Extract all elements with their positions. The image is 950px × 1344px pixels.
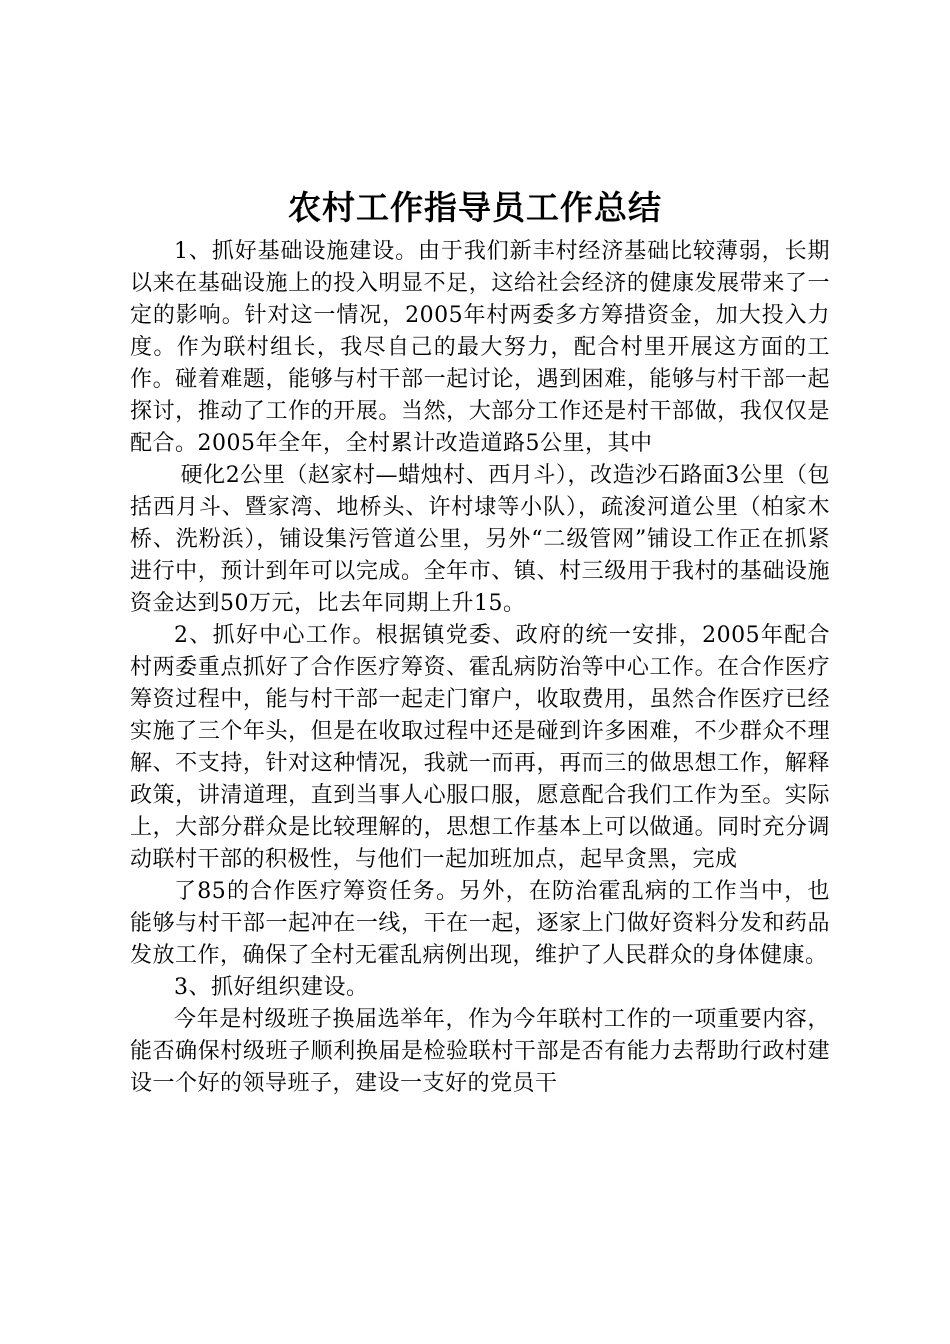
paragraph-road-hardening: 硬化2公里（赵家村—蜡烛村、西月斗），改造沙石路面3公里（包括西月斗、暨家湾、地桥头、许村埭等小队），疏浚河道公里（柏家木桥、洗粉浜），铺设集污管道公里，另外“二级管网”铺设工作正在抓紧进行中，预计到年可以完成。全年市、镇、村三级用于我村的基础设施资金达到50万元，比去年同期上升15。 — [130, 463, 830, 616]
paragraph-organization-heading: 3、抓好组织建设。 — [174, 975, 369, 1000]
paragraph-election: 今年是村级班子换届选举年，作为今年联村工作的一项重要内容，能否确保村级班子顺利换届是检验联村干部是否有能力去帮助行政村建设一个好的领导班子，建设一支好的党员干 — [130, 1007, 830, 1096]
paragraph-central-work: 2、抓好中心工作。根据镇党委、政府的统一安排，2005年配合村两委重点抓好了合作医疗筹资、霍乱病防治等中心工作。在合作医疗筹资过程中，能与村干部一起走门窜户，收取费用，虽然合作医疗已经实施了三个年头，但是在收取过程中还是碰到许多困难，不少群众不理解、不支持，针对这种情况，我就一而再，再而三的做思想工作，解释政策，讲清道理，直到当事人心服口服，愿意配合我们工作为至。实际上，大部分群众是比较理解的，思想工作基本上可以做通。同时充分调动联村干部的积极性，与他们一起加班加点，起早贪黑，完成 — [130, 623, 830, 872]
paragraph-infrastructure: 1、抓好基础设施建设。由于我们新丰村经济基础比较薄弱，长期以来在基础设施上的投入明显不足，这给社会经济的健康发展带来了一定的影响。针对这一情况，2005年村两委多方筹措资金，加大投入力度。作为联村组长，我尽自己的最大努力，配合村里开展这方面的工作。碰着难题，能够与村干部一起讨论，遇到困难，能够与村干部一起探讨，推动了工作的开展。当然，大部分工作还是村干部做，我仅仅是配合。2005年全年，全村累计改造道路5公里，其中 — [130, 239, 830, 456]
document-title: 农村工作指导员工作总结 — [288, 188, 662, 227]
document-body — [130, 236, 830, 1100]
paragraph-medical-fundraising: 了85的合作医疗筹资任务。另外，在防治霍乱病的工作当中，也能够与村干部一起冲在一线，干在一起，逐家上门做好资料分发和药品发放工作，确保了全村无霍乱病例出现，维护了人民群众的身体健康。 — [130, 879, 830, 968]
